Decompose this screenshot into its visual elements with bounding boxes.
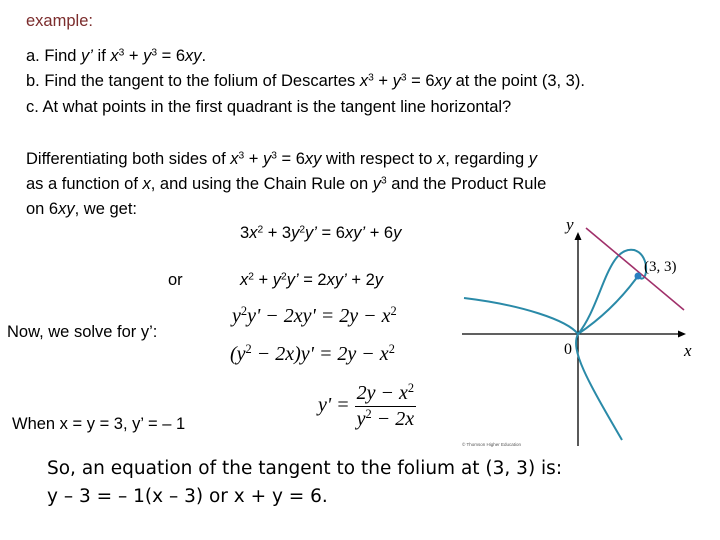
x-axis-arrow — [678, 331, 686, 338]
diff-line-3: on 6xy, we get: — [26, 200, 137, 218]
point-label: (3, 3) — [644, 259, 677, 275]
y-axis-arrow — [575, 232, 582, 240]
solve-label: Now, we solve for y’: — [7, 323, 158, 341]
equation-1: $3x^2 + 3y^2y$’ = 6xy’ + 6y — [240, 224, 402, 242]
example-title: example: — [26, 12, 93, 30]
solve-eq-1: $y^2y' - 2xy' = 2y - x^2$ — [232, 304, 397, 327]
solve-eq-2: $(y^2 - 2x)y' = 2y - x^2$ — [230, 342, 395, 365]
equation-2: $x^2 + y^2y$’ = 2xy’ + 2y — [240, 271, 383, 289]
when-label: When x = y = 3, y’ = – 1 — [12, 415, 186, 433]
problem-b: b. Find the tangent to the folium of Descartes $x^3 + y^3 = 6xy$ at the point (3, 3). — [26, 72, 585, 90]
credit: © Thomson Higher Education — [462, 442, 522, 447]
folium-graph — [462, 210, 720, 450]
tangency-point — [635, 273, 642, 280]
diff-line-1: Differentiating both sides of $x^3 + y^3 = 6xy$ with respect to x, regarding y — [26, 150, 537, 168]
origin-label: 0 — [564, 341, 572, 358]
problem-a: a. Find y’ if $x^3 + y^3 = 6xy$. — [26, 47, 207, 65]
y-axis-label: y — [566, 215, 574, 234]
or-label: or — [168, 271, 183, 289]
x-axis-label: x — [684, 341, 692, 360]
solve-eq-3: y' = $\frac{2y - x^2}{y^2 - 2x}$ — [318, 381, 415, 430]
diff-line-2: as a function of x, and using the Chain Rule on $y^3$ and the Product Rule — [26, 175, 547, 193]
problem-c: c. At what points in the first quadrant is the tangent line horizontal? — [26, 98, 512, 116]
fraction: $\frac{2y - x^2}{y^2 - 2x}$ — [356, 381, 415, 430]
folium-curve — [464, 250, 646, 440]
conclusion-line-1: So, an equation of the tangent to the folium at (3, 3) is: — [47, 458, 563, 479]
conclusion-line-2: y – 3 = – 1(x – 3) or x + y = 6. — [47, 486, 328, 507]
